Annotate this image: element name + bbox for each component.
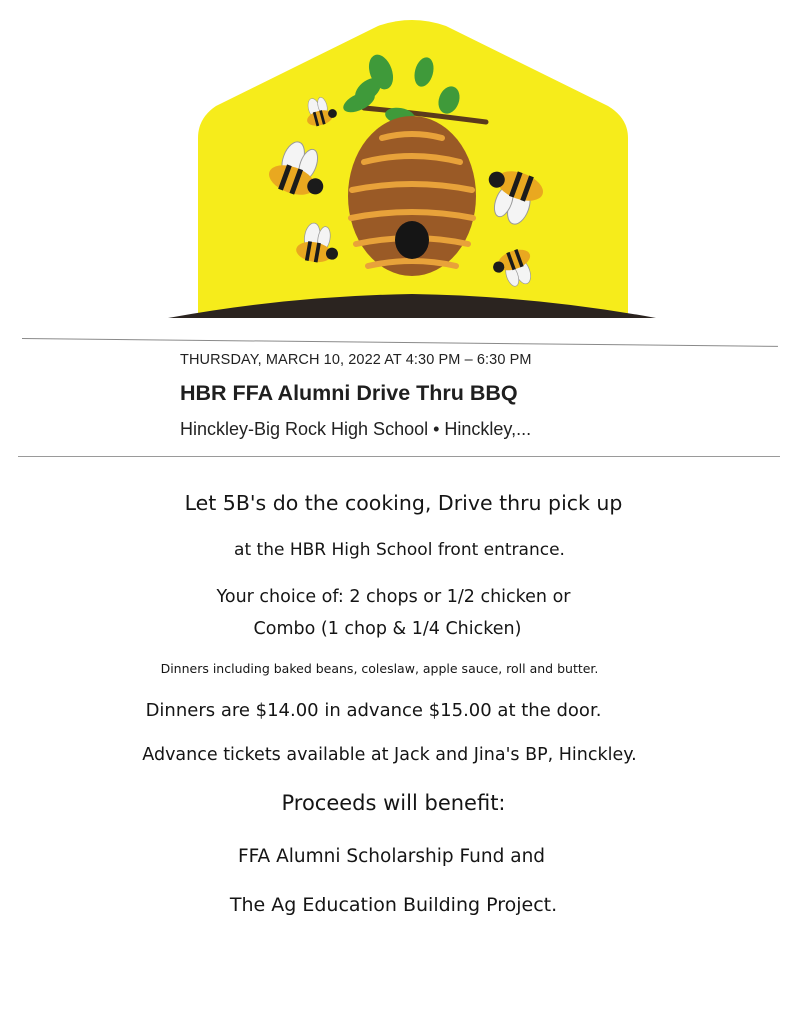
flyer-line-building: The Ag Education Building Project. [229, 894, 558, 916]
divider-bottom [18, 456, 780, 457]
divider-top [22, 338, 778, 347]
flyer-line-choice: Your choice of: 2 chops or 1/2 chicken or [216, 587, 571, 607]
flyer-line-scholarship: FFA Alumni Scholarship Fund and [237, 846, 546, 867]
flyer-line-proceeds: Proceeds will benefit: [281, 791, 506, 815]
flyer-line-prices: Dinners are $14.00 in advance $15.00 at the door. [145, 700, 602, 721]
flyer-line-sides: Dinners including baked beans, coleslaw, apple sauce, roll and butter. [160, 661, 599, 676]
event-location: Hinckley-Big Rock High School • Hinckley,... [180, 419, 532, 439]
flyer-line-combo: Combo (1 chop & 1/4 Chicken) [253, 619, 522, 639]
event-date-time: THURSDAY, MARCH 10, 2022 AT 4:30 PM – 6:30 PM [180, 352, 532, 368]
flyer-line-entrance: at the HBR High School front entrance. [234, 540, 565, 560]
flyer-line-tickets: Advance tickets available at Jack and Jina's BP, Hinckley. [142, 745, 637, 765]
flyer-line-cooking: Let 5B's do the cooking, Drive thru pick up [184, 491, 623, 515]
event-title: HBR FFA Alumni Drive Thru BBQ [180, 381, 518, 405]
beehive-banner [168, 20, 656, 318]
beehive-icon [348, 116, 476, 276]
